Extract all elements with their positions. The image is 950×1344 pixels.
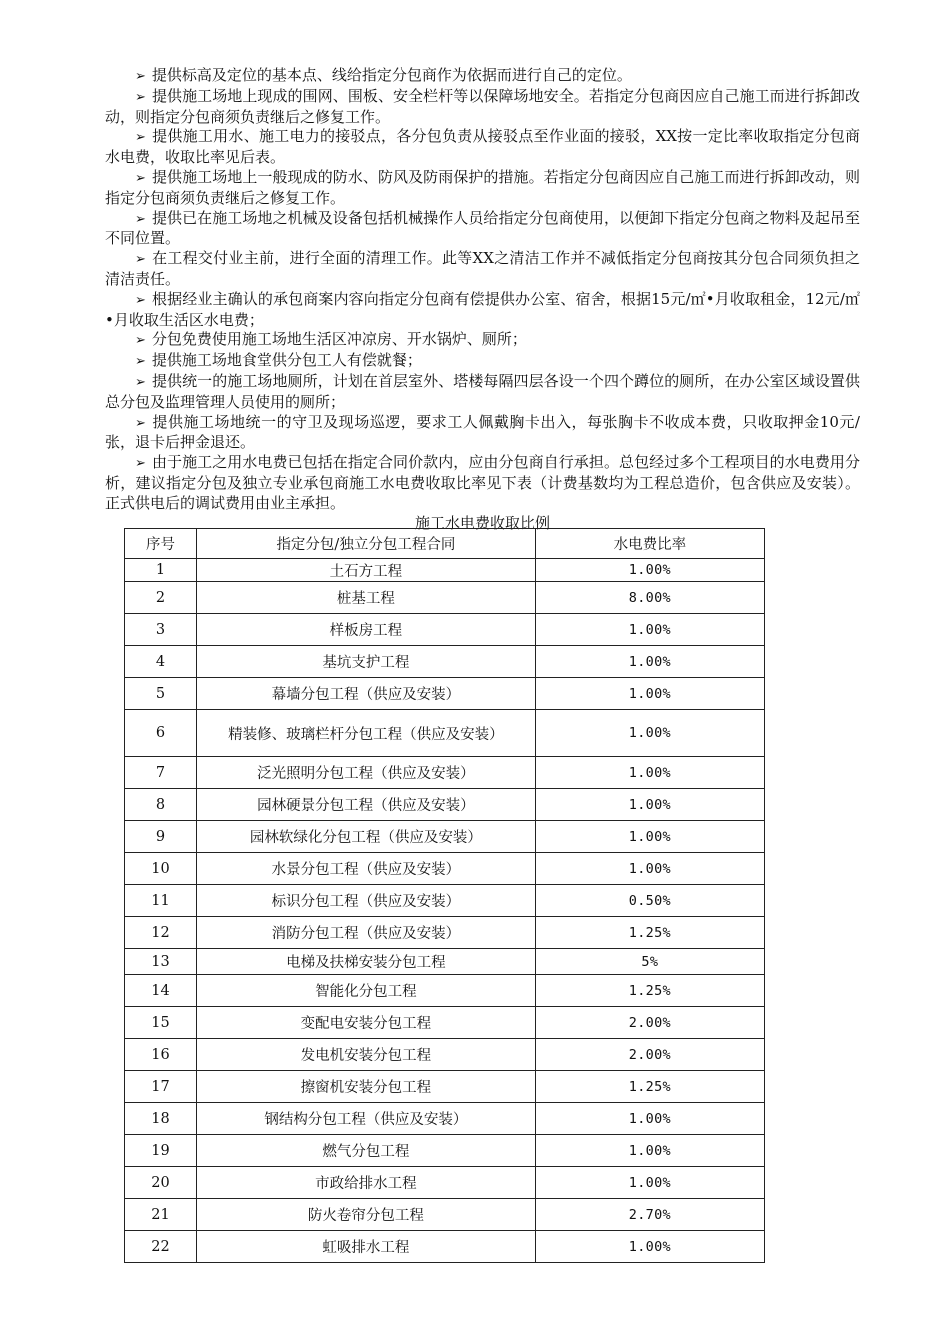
- cell-contract: 智能化分包工程: [197, 975, 536, 1007]
- cell-serial: 19: [125, 1135, 197, 1167]
- cell-rate: 1.00%: [535, 853, 764, 885]
- table-row: [125, 757, 765, 789]
- table-row: [125, 559, 765, 582]
- header-serial: 序号: [125, 529, 197, 559]
- cell-rate: 1.00%: [535, 646, 764, 678]
- header-contract: 指定分包/独立分包工程合同: [197, 529, 536, 559]
- cell-rate: 8.00%: [535, 582, 764, 614]
- table-row: [125, 789, 765, 821]
- table-row: [125, 1135, 765, 1167]
- arrow-bullet-icon: ➢: [135, 456, 146, 472]
- arrow-bullet-icon: ➢: [135, 292, 146, 308]
- cell-rate: 1.00%: [535, 614, 764, 646]
- cell-rate: 2.00%: [535, 1039, 764, 1071]
- cell-rate: 1.00%: [535, 789, 764, 821]
- paragraph-text: 提供已在施工场地之机械及设备包括机械操作人员给指定分包商使用，以便卸下指定分包商之物料及起吊至不同位置。: [105, 208, 860, 248]
- cell-contract: 幕墙分包工程（供应及安装）: [197, 678, 536, 710]
- cell-serial: 10: [125, 853, 197, 885]
- cell-contract: 防火卷帘分包工程: [197, 1199, 536, 1231]
- cell-contract: 消防分包工程（供应及安装）: [197, 917, 536, 949]
- cell-serial: 1: [125, 559, 197, 582]
- bullet-paragraph: [105, 87, 860, 128]
- cell-rate: 2.70%: [535, 1199, 764, 1231]
- cell-serial: 9: [125, 821, 197, 853]
- cell-rate: 1.00%: [535, 559, 764, 582]
- paragraph-text: 提供施工场地上现成的围网、围板、安全栏杆等以保障场地安全。若指定分包商因应自己施工而进行拆卸改动，则指定分包商须负责继后之修复工作。: [105, 86, 860, 126]
- arrow-bullet-icon: ➢: [135, 69, 146, 84]
- cell-serial: 5: [125, 678, 197, 710]
- cell-contract: 擦窗机安装分包工程: [197, 1071, 536, 1103]
- cell-contract: 发电机安装分包工程: [197, 1039, 536, 1071]
- table-row: [125, 1071, 765, 1103]
- arrow-bullet-icon: ➢: [135, 374, 146, 390]
- paragraph-text: 根据经业主确认的承包商案内容向指定分包商有偿提供办公室、宿舍，根据15元/㎡•月收取租金，12元/㎡•月收取生活区水电费；: [105, 289, 860, 329]
- table-row: [125, 885, 765, 917]
- cell-contract: 基坑支护工程: [197, 646, 536, 678]
- cell-serial: 7: [125, 757, 197, 789]
- cell-serial: 12: [125, 917, 197, 949]
- bullet-paragraph: [105, 351, 860, 372]
- table-row: [125, 1103, 765, 1135]
- table-row: [125, 853, 765, 885]
- table-row: [125, 1007, 765, 1039]
- cell-rate: 5%: [535, 949, 764, 975]
- table-row: [125, 582, 765, 614]
- paragraph-text: 提供施工用水、施工电力的接驳点，各分包负责从接驳点至作业面的接驳，XX按一定比率收取指定分包商水电费，收取比率见后表。: [105, 127, 860, 167]
- paragraph-text: 在工程交付业主前，进行全面的清理工作。此等XX之清洁工作并不减低指定分包商按其分包合同须负担之清洁责任。: [105, 249, 860, 288]
- cell-serial: 4: [125, 646, 197, 678]
- bullet-paragraph: [105, 290, 860, 331]
- cell-serial: 13: [125, 949, 197, 975]
- table-body: [125, 559, 765, 1263]
- cell-rate: 1.00%: [535, 1135, 764, 1167]
- cell-serial: 15: [125, 1007, 197, 1039]
- table-row: [125, 646, 765, 678]
- bullet-paragraph: [105, 209, 860, 250]
- arrow-bullet-icon: ➢: [135, 211, 146, 227]
- cell-contract: 变配电安装分包工程: [197, 1007, 536, 1039]
- cell-serial: 3: [125, 614, 197, 646]
- cell-contract: 水景分包工程（供应及安装）: [197, 853, 536, 885]
- cell-rate: 1.00%: [535, 710, 764, 757]
- table-row: [125, 949, 765, 975]
- cell-serial: 16: [125, 1039, 197, 1071]
- cell-contract: 桩基工程: [197, 582, 536, 614]
- table-caption: 施工水电费收取比例: [414, 513, 550, 532]
- cell-contract: 土石方工程: [197, 559, 536, 582]
- paragraph-text: 提供统一的施工场地厕所，计划在首层室外、塔楼每隔四层各设一个四个蹲位的厕所，在办公室区域设置供总分包及监理管理人员使用的厕所；: [105, 371, 860, 411]
- table-row: [125, 917, 765, 949]
- table-row: [125, 975, 765, 1007]
- paragraph-text: 提供施工场地统一的守卫及现场巡逻，要求工人佩戴胸卡出入，每张胸卡不收成本费，只收取押金10元/张，退卡后押金退还。: [105, 412, 860, 452]
- arrow-bullet-icon: ➢: [135, 354, 146, 370]
- table-row: [125, 614, 765, 646]
- arrow-bullet-icon: ➢: [135, 130, 146, 146]
- cell-serial: 17: [125, 1071, 197, 1103]
- paragraph-text: 提供施工场地食堂供分包工人有偿就餐；: [151, 351, 422, 370]
- table-row: [125, 678, 765, 710]
- cell-contract: 虹吸排水工程: [197, 1231, 536, 1263]
- cell-rate: 0.50%: [535, 885, 764, 917]
- paragraph-text: 提供施工场地上一般现成的防水、防风及防雨保护的措施。若指定分包商因应自己施工而进行拆卸改动，则指定分包商须负责继后之修复工作。: [105, 167, 860, 207]
- table-row: [125, 821, 765, 853]
- table-row: [125, 1039, 765, 1071]
- fee-rate-table: [124, 528, 765, 1263]
- paragraph-text: 由于施工之用水电费已包括在指定合同价款内，应由分包商自行承担。总包经过多个工程项目的水电费用分析，建议指定分包及独立专业承包商施工水电费收取比率见下表（计费基数均为工程总造价，包含供应及安装）。正式供电后的调试费用由业主承担。: [105, 453, 860, 512]
- document-body: [105, 66, 860, 533]
- cell-contract: 电梯及扶梯安装分包工程: [197, 949, 536, 975]
- header-rate: 水电费比率: [535, 529, 764, 559]
- cell-rate: 1.00%: [535, 1167, 764, 1199]
- cell-contract: 精装修、玻璃栏杆分包工程（供应及安装）: [197, 710, 536, 757]
- cell-serial: 14: [125, 975, 197, 1007]
- arrow-bullet-icon: ➢: [135, 170, 146, 186]
- bullet-paragraph: [105, 168, 860, 209]
- paragraph-text: 分包免费使用施工场地生活区冲凉房、开水锅炉、厕所；: [151, 330, 527, 349]
- cell-contract: 市政给排水工程: [197, 1167, 536, 1199]
- bullet-paragraph: [105, 66, 860, 87]
- arrow-bullet-icon: ➢: [135, 89, 146, 105]
- bullet-paragraph: [105, 249, 860, 290]
- table-row: [125, 1199, 765, 1231]
- bullet-paragraph: [105, 413, 860, 454]
- cell-serial: 6: [125, 710, 197, 757]
- table-row: [125, 1231, 765, 1263]
- table-row: [125, 1167, 765, 1199]
- bullet-paragraph: [105, 372, 860, 413]
- bullet-paragraph: [105, 127, 860, 168]
- cell-rate: 1.00%: [535, 1103, 764, 1135]
- bullet-paragraph: [105, 330, 860, 351]
- cell-rate: 1.00%: [535, 821, 764, 853]
- cell-contract: 泛光照明分包工程（供应及安装）: [197, 757, 536, 789]
- cell-contract: 园林软绿化分包工程（供应及安装）: [197, 821, 536, 853]
- cell-contract: 钢结构分包工程（供应及安装）: [197, 1103, 536, 1135]
- arrow-bullet-icon: ➢: [135, 252, 146, 268]
- arrow-bullet-icon: ➢: [135, 333, 146, 349]
- bullet-paragraph: [105, 453, 860, 513]
- paragraph-list: [105, 66, 860, 514]
- cell-serial: 8: [125, 789, 197, 821]
- cell-serial: 22: [125, 1231, 197, 1263]
- cell-contract: 标识分包工程（供应及安装）: [197, 885, 536, 917]
- cell-rate: 1.00%: [535, 1231, 764, 1263]
- cell-serial: 18: [125, 1103, 197, 1135]
- cell-rate: 1.00%: [535, 757, 764, 789]
- paragraph-text: 提供标高及定位的基本点、线给指定分包商作为依据而进行自己的定位。: [151, 66, 632, 84]
- cell-rate: 1.25%: [535, 917, 764, 949]
- cell-contract: 园林硬景分包工程（供应及安装）: [197, 789, 536, 821]
- cell-rate: 1.00%: [535, 678, 764, 710]
- cell-serial: 2: [125, 582, 197, 614]
- cell-serial: 20: [125, 1167, 197, 1199]
- arrow-bullet-icon: ➢: [135, 415, 146, 431]
- table-header-row: [125, 529, 765, 559]
- cell-serial: 21: [125, 1199, 197, 1231]
- cell-rate: 1.25%: [535, 975, 764, 1007]
- cell-contract: 样板房工程: [197, 614, 536, 646]
- cell-serial: 11: [125, 885, 197, 917]
- cell-contract: 燃气分包工程: [197, 1135, 536, 1167]
- cell-rate: 1.25%: [535, 1071, 764, 1103]
- cell-rate: 2.00%: [535, 1007, 764, 1039]
- table-row: [125, 710, 765, 757]
